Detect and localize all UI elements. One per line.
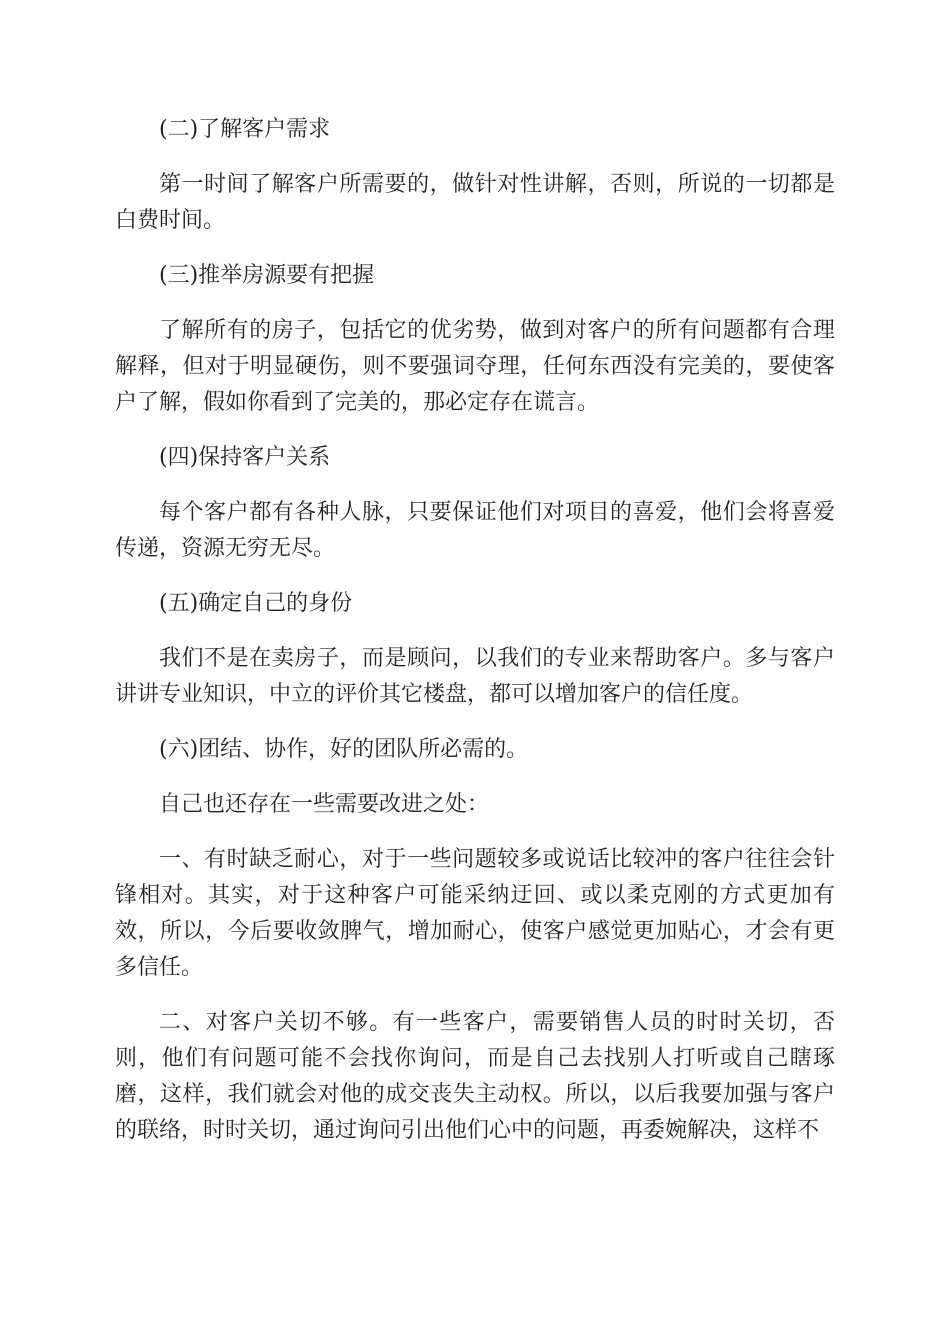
section-heading: (五)确定自己的身份 (159, 591, 353, 616)
section-heading: (三)推举房源要有把握 (159, 263, 375, 288)
section-heading: (六)团结、协作，好的团队所必需的。 (159, 737, 529, 762)
body-paragraph: 第一时间了解客户所需要的，做针对性讲解，否则，所说的一切都是白费时间。 (115, 172, 835, 233)
section-heading: (二)了解客户需求 (159, 117, 331, 142)
body-paragraph: 我们不是在卖房子，而是顾问，以我们的专业来帮助客户。多与客户讲讲专业知识，中立的评价其它楼盘，都可以增加客户的信任度。 (115, 646, 835, 707)
body-paragraph: 了解所有的房子，包括它的优劣势，做到对客户的所有问题都有合理解释，但对于明显硬伤，则不要强词夺理，任何东西没有完美的，要使客户了解，假如你看到了完美的，那必定存在谎言。 (115, 318, 835, 415)
section-heading: (四)保持客户关系 (159, 445, 331, 470)
body-paragraph: 二、对客户关切不够。有一些客户，需要销售人员的时时关切，否则，他们有问题可能不会找你询问，而是自己去找别人打听或自己瞎琢磨，这样，我们就会对他的成交丧失主动权。所以，以后我要加强与客户的联络，时时关切，通过询问引出他们心中的问题，再委婉解决，这样不 (115, 1010, 835, 1143)
body-paragraph: 一、有时缺乏耐心，对于一些问题较多或说话比较冲的客户往往会针锋相对。其实，对于这种客户可能采纳迂回、或以柔克刚的方式更加有效，所以，今后要收敛脾气，增加耐心，使客户感觉更加贴心，才会有更多信任。 (115, 847, 835, 980)
intro-line: 自己也还存在一些需要改进之处： (159, 792, 490, 817)
body-paragraph: 每个客户都有各种人脉，只要保证他们对项目的喜爱，他们会将喜爱传递，资源无穷无尽。 (115, 500, 835, 561)
document-page (115, 112, 835, 1168)
